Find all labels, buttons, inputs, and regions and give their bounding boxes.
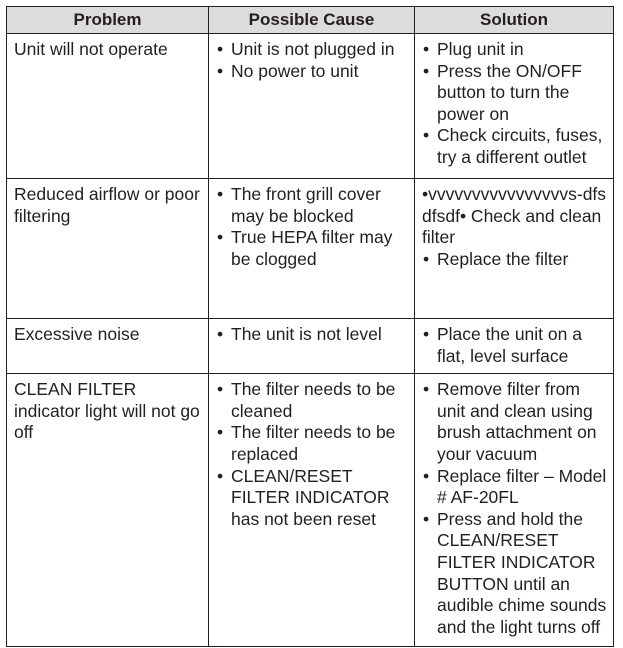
solution-item: • Plug unit in	[422, 39, 607, 61]
solution-item: • Replace filter – Model # AF-20FL	[422, 466, 607, 509]
cause-item: • The filter needs to be replaced	[216, 422, 408, 465]
solution-item: • Replace the filter	[422, 249, 607, 271]
cause-item: • The unit is not level	[216, 324, 408, 346]
cause-item: • Unit is not plugged in	[216, 39, 408, 61]
header-problem: Problem	[7, 7, 209, 34]
solution-item: • Check circuits, fuses, try a different outlet	[422, 125, 607, 168]
problem-cell: Unit will not operate	[7, 34, 209, 179]
header-possible-cause: Possible Cause	[209, 7, 415, 34]
solution-item: • Press and hold the CLEAN/RESET FILTER INDICATOR BUTTON until an audible chime sounds and the light turns off	[422, 509, 607, 639]
table-row	[7, 374, 614, 647]
table-row	[7, 319, 614, 374]
solution-cell	[415, 179, 614, 319]
header-row	[7, 7, 614, 34]
header-solution: Solution	[415, 7, 614, 34]
cause-item: • The front grill cover may be blocked	[216, 184, 408, 227]
table-row	[7, 179, 614, 319]
table-row	[7, 34, 614, 179]
problem-cell: Excessive noise	[7, 319, 209, 374]
solution-cell	[415, 34, 614, 179]
solution-item: • Remove filter from unit and clean using brush attachment on your vacuum	[422, 379, 607, 465]
solution-cell	[415, 319, 614, 374]
problem-cell: Reduced airflow or poor filtering	[7, 179, 209, 319]
cause-item: • CLEAN/RESET FILTER INDICATOR has not been reset	[216, 466, 408, 531]
solution-item: • Press the ON/OFF button to turn the power on	[422, 61, 607, 126]
problem-cell: CLEAN FILTER indicator light will not go off	[7, 374, 209, 647]
solution-item: •vvvvvvvvvvvvvvvvs-dfsdfsdf• Check and clean filter	[422, 184, 607, 248]
cause-cell	[209, 34, 415, 179]
cause-item: • The filter needs to be cleaned	[216, 379, 408, 422]
cause-item: • No power to unit	[216, 61, 408, 83]
solution-item: • Place the unit on a flat, level surface	[422, 324, 607, 367]
solution-cell	[415, 374, 614, 647]
troubleshooting-table	[6, 6, 614, 647]
cause-cell	[209, 319, 415, 374]
cause-cell	[209, 374, 415, 647]
cause-cell	[209, 179, 415, 319]
cause-item: • True HEPA filter may be clogged	[216, 227, 408, 270]
